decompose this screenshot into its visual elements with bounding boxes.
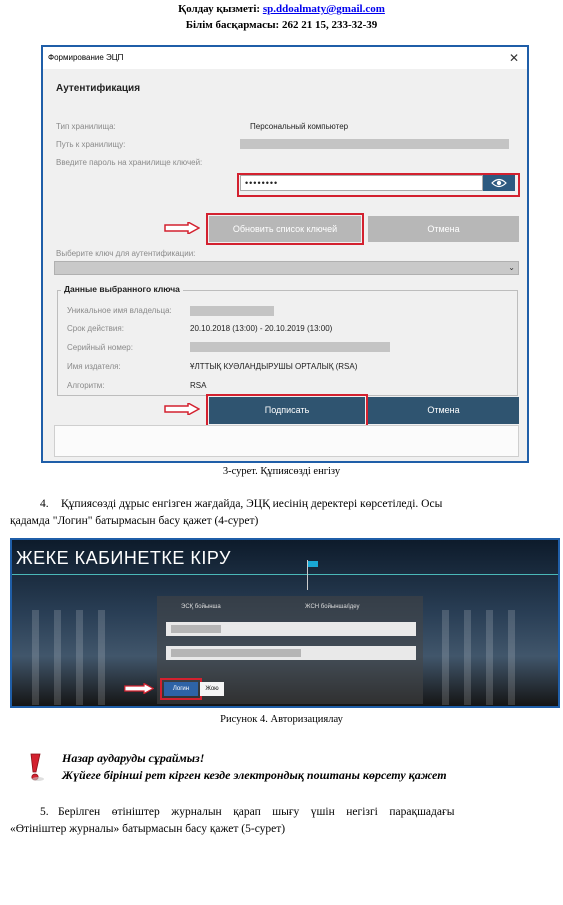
- validity-label: Срок действия:: [67, 324, 124, 333]
- redacted-value: [171, 649, 301, 657]
- serial-value-redacted: [190, 342, 390, 352]
- dialog-heading: Аутентификация: [56, 83, 141, 94]
- figure-3-signature-dialog: [41, 45, 529, 463]
- store-path-field[interactable]: [240, 139, 509, 149]
- step-5-line-1: Берілген өтініштер журналын қарап шығу үшін негізгі парақшадағы: [58, 806, 455, 818]
- column-decoration: [32, 610, 39, 705]
- store-path-label: Путь к хранилищу:: [56, 140, 126, 149]
- column-decoration: [486, 610, 493, 705]
- figure-4-login-screen: [10, 538, 560, 708]
- serial-label: Серийный номер:: [67, 343, 133, 352]
- refresh-keys-button[interactable]: Обновить список ключей: [209, 216, 361, 242]
- step-5-line-2: «Өтініштер журналы» батырмасын басу қажет (5-сурет): [10, 823, 286, 835]
- support-email-link[interactable]: sp.ddoalmaty@gmail.com: [262, 3, 385, 15]
- eye-icon[interactable]: [483, 175, 515, 191]
- exclamation-icon: [24, 752, 46, 782]
- close-icon[interactable]: ✕: [508, 51, 520, 65]
- key-data-group-title: Данные выбранного ключа: [61, 284, 183, 294]
- support-label: Қолдау қызметі:: [178, 3, 263, 15]
- issuer-label: Имя издателя:: [67, 362, 121, 371]
- login-button[interactable]: Логин: [164, 682, 198, 696]
- column-decoration: [76, 610, 83, 705]
- flag-icon: [308, 561, 318, 567]
- column-decoration: [508, 610, 515, 705]
- validity-value: 20.10.2018 (13:00) - 20.10.2019 (13:00): [190, 324, 333, 333]
- login-page-title: ЖЕКЕ КАБИНЕТКЕ КІРУ: [16, 548, 231, 568]
- tab-iin[interactable]: ЖСН бойынша/ідеу: [305, 604, 360, 610]
- store-type-value: Персональный компьютер: [250, 122, 349, 131]
- step-4-line-1: Құпиясөзді дұрыс енгізген жағдайда, ЭЦҚ иесінің деректері көрсетіледі. Осы: [61, 498, 443, 510]
- tab-eds[interactable]: ЭСҚ бойынша: [181, 604, 221, 610]
- owner-label: Уникальное имя владельца:: [67, 306, 172, 315]
- cancel-button[interactable]: Отмена: [368, 216, 519, 242]
- red-arrow-icon: [164, 403, 200, 415]
- issuer-value: ҰЛТТЫҚ КУӘЛАНДЫРУШЫ ОРТАЛЫҚ (RSA): [190, 362, 358, 371]
- cancel-button-2[interactable]: Отмена: [368, 397, 519, 424]
- password-label: Введите пароль на хранилище ключей:: [56, 158, 203, 167]
- reset-button[interactable]: Жою: [200, 682, 224, 696]
- red-arrow-icon: [124, 683, 154, 694]
- figure-3-caption: 3-сурет. Құпиясөзді енгізу: [222, 466, 341, 477]
- column-decoration: [98, 610, 105, 705]
- support-line: [0, 3, 563, 15]
- column-decoration: [442, 610, 449, 705]
- owner-value-redacted: [190, 306, 274, 316]
- step-5-number: 5.: [40, 806, 49, 818]
- red-arrow-icon: [164, 222, 200, 234]
- select-key-label: Выберите ключ для аутентификации:: [56, 249, 196, 258]
- title-underline: [12, 574, 558, 575]
- step-4-number: 4.: [40, 498, 49, 510]
- step-4-line-2: қадамда "Логин" батырмасын басу қажет (4-сурет): [10, 515, 259, 527]
- column-decoration: [464, 610, 471, 705]
- notice-line-2: Жүйеге бірінші рет кірген кезде электрондық поштаны көрсету қажет: [62, 768, 447, 782]
- window-title: Формирование ЭЦП: [43, 47, 527, 69]
- algorithm-value: RSA: [190, 381, 207, 390]
- dialog-body: [43, 69, 527, 461]
- figure-4-caption: Рисунок 4. Авторизациялау: [220, 714, 343, 725]
- column-decoration: [54, 610, 61, 705]
- sign-button[interactable]: Подписать: [209, 397, 365, 424]
- notice-line-1: Назар аударуды сұраймыз!: [62, 751, 205, 765]
- redacted-value: [171, 625, 221, 633]
- store-type-label: Тип хранилища:: [56, 122, 116, 131]
- status-panel: [54, 425, 519, 457]
- algorithm-label: Алгоритм:: [67, 381, 105, 390]
- password-input[interactable]: ••••••••: [240, 175, 483, 191]
- key-select[interactable]: [54, 261, 519, 275]
- education-dept-phones: Білім басқармасы: 262 21 15, 233-32-39: [185, 19, 378, 31]
- chevron-down-icon: ⌄: [508, 263, 515, 272]
